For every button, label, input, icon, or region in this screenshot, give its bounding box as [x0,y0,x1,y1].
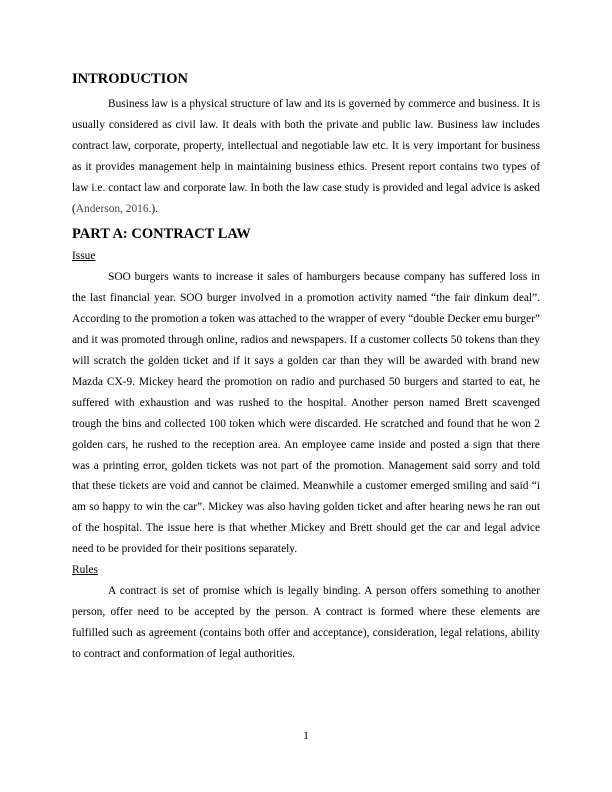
issue-subheading: Issue [72,250,96,263]
introduction-text-end: ). [151,202,159,215]
rules-paragraph: A contract is set of promise which is legally binding. A person offers something to another person, offer need to be accepted by the person. A contract is formed where these elements are fulfilled such as agreement (contains both offer and acceptance), consideration, legal relations, ability to contract and conformation of legal authorities. [72,584,540,660]
issue-paragraph: SOO burgers wants to increase it sales of hamburgers because company has suffered loss in the last financial year. SOO burger involved in a promotion activity named “the fair dinkum deal”. According to the promotion a token was attached to the wrapper of every “double Decker emu burger” and it was promoted through online, radios and newspapers. If a customer collects 50 tokens than they will scratch the golden ticket and if it says a golden car than they will be awarded with brand new Mazda CX-9. Mickey heard the promotion on radio and purchased 50 burgers and started to eat, he suffered with exhaustion and was rushed to the hospital. Another person named Brett scavenged trough the bins and collected 100 token which were discarded. He scratched and found that he won 2 golden cars, he rushed to the reception area. An employee came inside and posted a sign that there was a printing error, golden tickets was not part of the promotion. Management said sorry and told that these tickets are void and cannot be claimed. Meanwhile a customer emerged smiling and said “i am so happy to win the car”. Mickey was also having golden ticket and after hearing news he ran out of the hospital. The issue here is that whether Mickey and Brett should get the car and legal advice need to be provided for their positions separately. [72,271,540,556]
introduction-heading: INTRODUCTION [72,71,189,87]
introduction-text: Business law is a physical structure of law and its is governed by commerce and business. It is usually considered as civil law. It deals with both the private and public law. Business law includes contract law, corporate, property, intellectual and negotiable law etc. It is very important for business as it provides management help in maintaining business ethics. Present report contains two types of law i.e. contact law and corporate law. In both the law case study is provided and legal advice is asked ( [72,98,540,215]
citation: Anderson, 2016. [75,202,152,215]
page-number: 1 [303,730,309,742]
part-a-heading: PART A: CONTRACT LAW [72,226,251,243]
introduction-paragraph [72,94,540,219]
document-page [72,70,540,665]
rules-subheading: Rules [72,564,98,577]
